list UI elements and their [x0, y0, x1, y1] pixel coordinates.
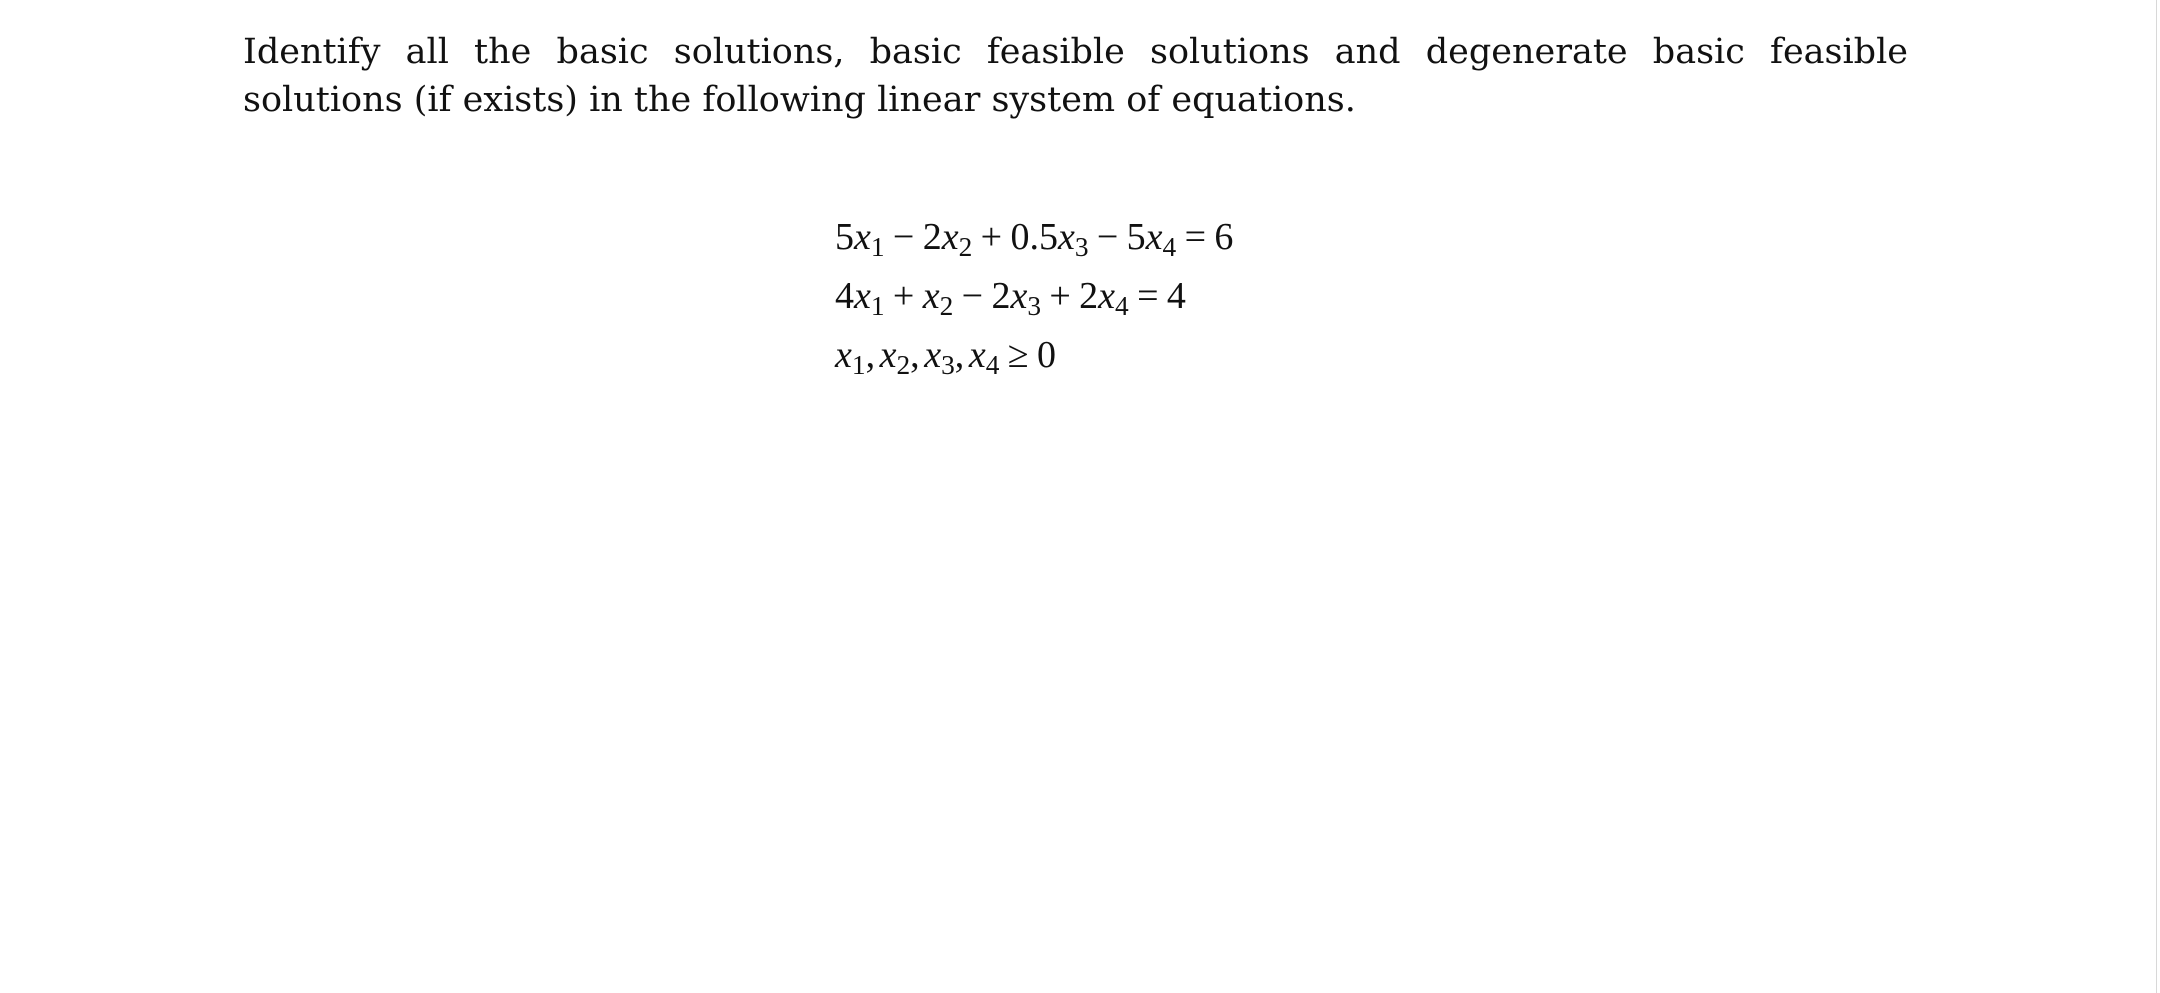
eq1-op3: − [1096, 216, 1119, 258]
eq1-op1: − [892, 216, 915, 258]
eq2-relation: = [1137, 275, 1159, 317]
eq1-term2-var: x [941, 216, 959, 258]
problem-statement: Identify all the basic solutions, basic feasible solutions and degenerate basic feasible solutions (if exists) in the following linear system of equations. [243, 32, 1908, 120]
eq1-term3-var: x [1057, 216, 1075, 258]
eq1-term3-sub: 3 [1074, 231, 1089, 262]
eq2-op2: − [961, 275, 984, 317]
eq2-rhs: 4 [1166, 275, 1186, 317]
nn-var-1: x [835, 334, 852, 376]
eq1-term1-coef: 5 [835, 216, 854, 258]
eq2-term1-sub: 1 [870, 290, 885, 321]
eq2-term4-var: x [1098, 275, 1116, 317]
eq2-term2-sub: 2 [939, 290, 954, 321]
nn-var-2: x [879, 334, 897, 376]
nn-comma-1: , [865, 334, 876, 376]
page-edge-divider [2156, 0, 2157, 993]
eq2-op3: + [1049, 275, 1071, 317]
eq1-term2-coef: 2 [922, 216, 942, 258]
eq1-term1-var: x [854, 216, 871, 258]
eq2-term1-var: x [854, 275, 871, 317]
eq1-term3-coef: 0.5 [1010, 216, 1058, 258]
eq1-term1-sub: 1 [870, 231, 885, 262]
nn-rhs: 0 [1036, 334, 1056, 376]
nn-sub-4: 4 [985, 349, 1000, 380]
eq1-term4-coef: 5 [1126, 216, 1146, 258]
eq2-op1: + [892, 275, 915, 317]
eq2-term4-sub: 4 [1115, 290, 1129, 321]
nn-sub-3: 3 [941, 349, 955, 380]
nn-comma-2: , [910, 334, 920, 376]
eq1-rhs: 6 [1214, 216, 1234, 258]
equation-1 [835, 208, 1233, 267]
eq1-term2-sub: 2 [958, 231, 973, 262]
nn-sub-2: 2 [896, 349, 911, 380]
eq2-term2-var: x [922, 275, 940, 317]
eq2-term4-coef: 2 [1079, 275, 1099, 317]
eq1-relation: = [1184, 216, 1207, 258]
nonnegativity-constraint [835, 326, 1233, 385]
eq1-op2: + [980, 216, 1003, 258]
nn-comma-3: , [954, 334, 965, 376]
eq2-term3-sub: 3 [1027, 290, 1041, 321]
eq2-term3-var: x [1010, 275, 1028, 317]
nn-relation: ≥ [1007, 334, 1029, 376]
eq1-term4-sub: 4 [1162, 231, 1177, 262]
eq2-term3-coef: 2 [991, 275, 1011, 317]
eq1-term4-var: x [1145, 216, 1163, 258]
equation-system [835, 208, 1233, 385]
equation-2 [835, 267, 1233, 326]
nn-sub-1: 1 [851, 349, 866, 380]
nn-var-3: x [924, 334, 942, 376]
eq2-term1-coef: 4 [835, 275, 854, 317]
nn-var-4: x [968, 334, 986, 376]
